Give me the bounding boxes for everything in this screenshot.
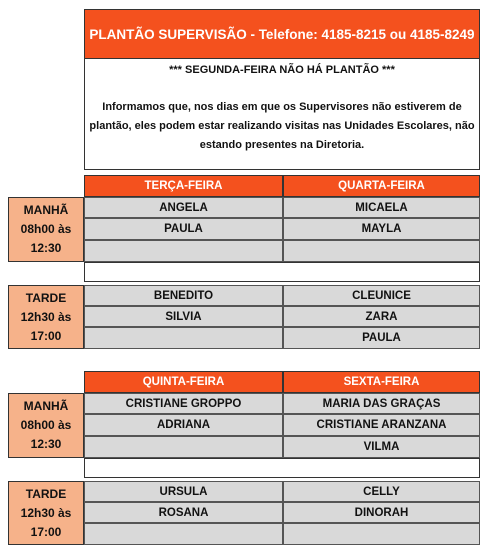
- shift-name: MANHÃ: [23, 399, 69, 413]
- spacer-row: [84, 458, 480, 478]
- schedule-title: PLANTÃO SUPERVISÃO - Telefone: 4185-8215 ou 4185-8249: [84, 9, 480, 59]
- table-cell: CRISTIANE ARANZANA: [283, 414, 480, 436]
- table-cell: [84, 240, 283, 262]
- table-cell: BENEDITO: [84, 285, 283, 306]
- table-cell: CLEUNICE: [283, 285, 480, 306]
- col-header-tuesday: TERÇA-FEIRA: [84, 175, 283, 197]
- table-cell: ADRIANA: [84, 414, 283, 436]
- table-cell: PAULA: [84, 218, 283, 240]
- table-cell: PAULA: [283, 327, 480, 349]
- table-cell: VILMA: [283, 436, 480, 458]
- table-cell: [84, 436, 283, 458]
- table-cell: [283, 240, 480, 262]
- shift-end: 17:00: [30, 524, 62, 539]
- shift-start: 12h30 às: [20, 505, 72, 520]
- shift-end: 17:00: [30, 328, 62, 343]
- shift-afternoon-label: [8, 285, 84, 349]
- table-cell: CRISTIANE GROPPO: [84, 393, 283, 414]
- info-text: Informamos que, nos dias em que os Supervisores não estiverem de plantão, eles podem estar realizando visitas nas Unidades Escolares, não estando presentes na Diretoria.: [89, 101, 475, 151]
- shift-name: TARDE: [25, 486, 67, 501]
- shift-morning-label: [8, 197, 84, 262]
- shift-afternoon-label: [8, 481, 84, 545]
- table-cell: [84, 327, 283, 349]
- table-cell: URSULA: [84, 481, 283, 502]
- table-cell: ROSANA: [84, 502, 283, 523]
- shift-name: TARDE: [25, 290, 67, 305]
- col-header-thursday: QUINTA-FEIRA: [84, 371, 283, 393]
- table-cell: ZARA: [283, 306, 480, 327]
- table-cell: [283, 523, 480, 545]
- table-cell: MICAELA: [283, 197, 480, 218]
- col-header-wednesday: QUARTA-FEIRA: [283, 175, 480, 197]
- table-cell: ANGELA: [84, 197, 283, 218]
- notice-box: [84, 59, 480, 170]
- table-cell: [84, 523, 283, 545]
- table-cell: CELLY: [283, 481, 480, 502]
- table-cell: MAYLA: [283, 218, 480, 240]
- shift-start: 08h00 às: [20, 222, 72, 236]
- shift-end: 12:30: [30, 241, 62, 255]
- spacer-row: [84, 262, 480, 282]
- table-cell: MARIA DAS GRAÇAS: [283, 393, 480, 414]
- col-header-friday: SEXTA-FEIRA: [283, 371, 480, 393]
- shift-morning-label: [8, 393, 84, 458]
- shift-start: 08h00 às: [20, 418, 72, 432]
- shift-end: 12:30: [30, 437, 62, 451]
- shift-name: MANHÃ: [23, 203, 69, 217]
- shift-start: 12h30 às: [20, 309, 72, 324]
- table-cell: DINORAH: [283, 502, 480, 523]
- table-cell: SILVIA: [84, 306, 283, 327]
- no-duty-monday-text: *** SEGUNDA-FEIRA NÃO HÁ PLANTÃO ***: [169, 64, 395, 76]
